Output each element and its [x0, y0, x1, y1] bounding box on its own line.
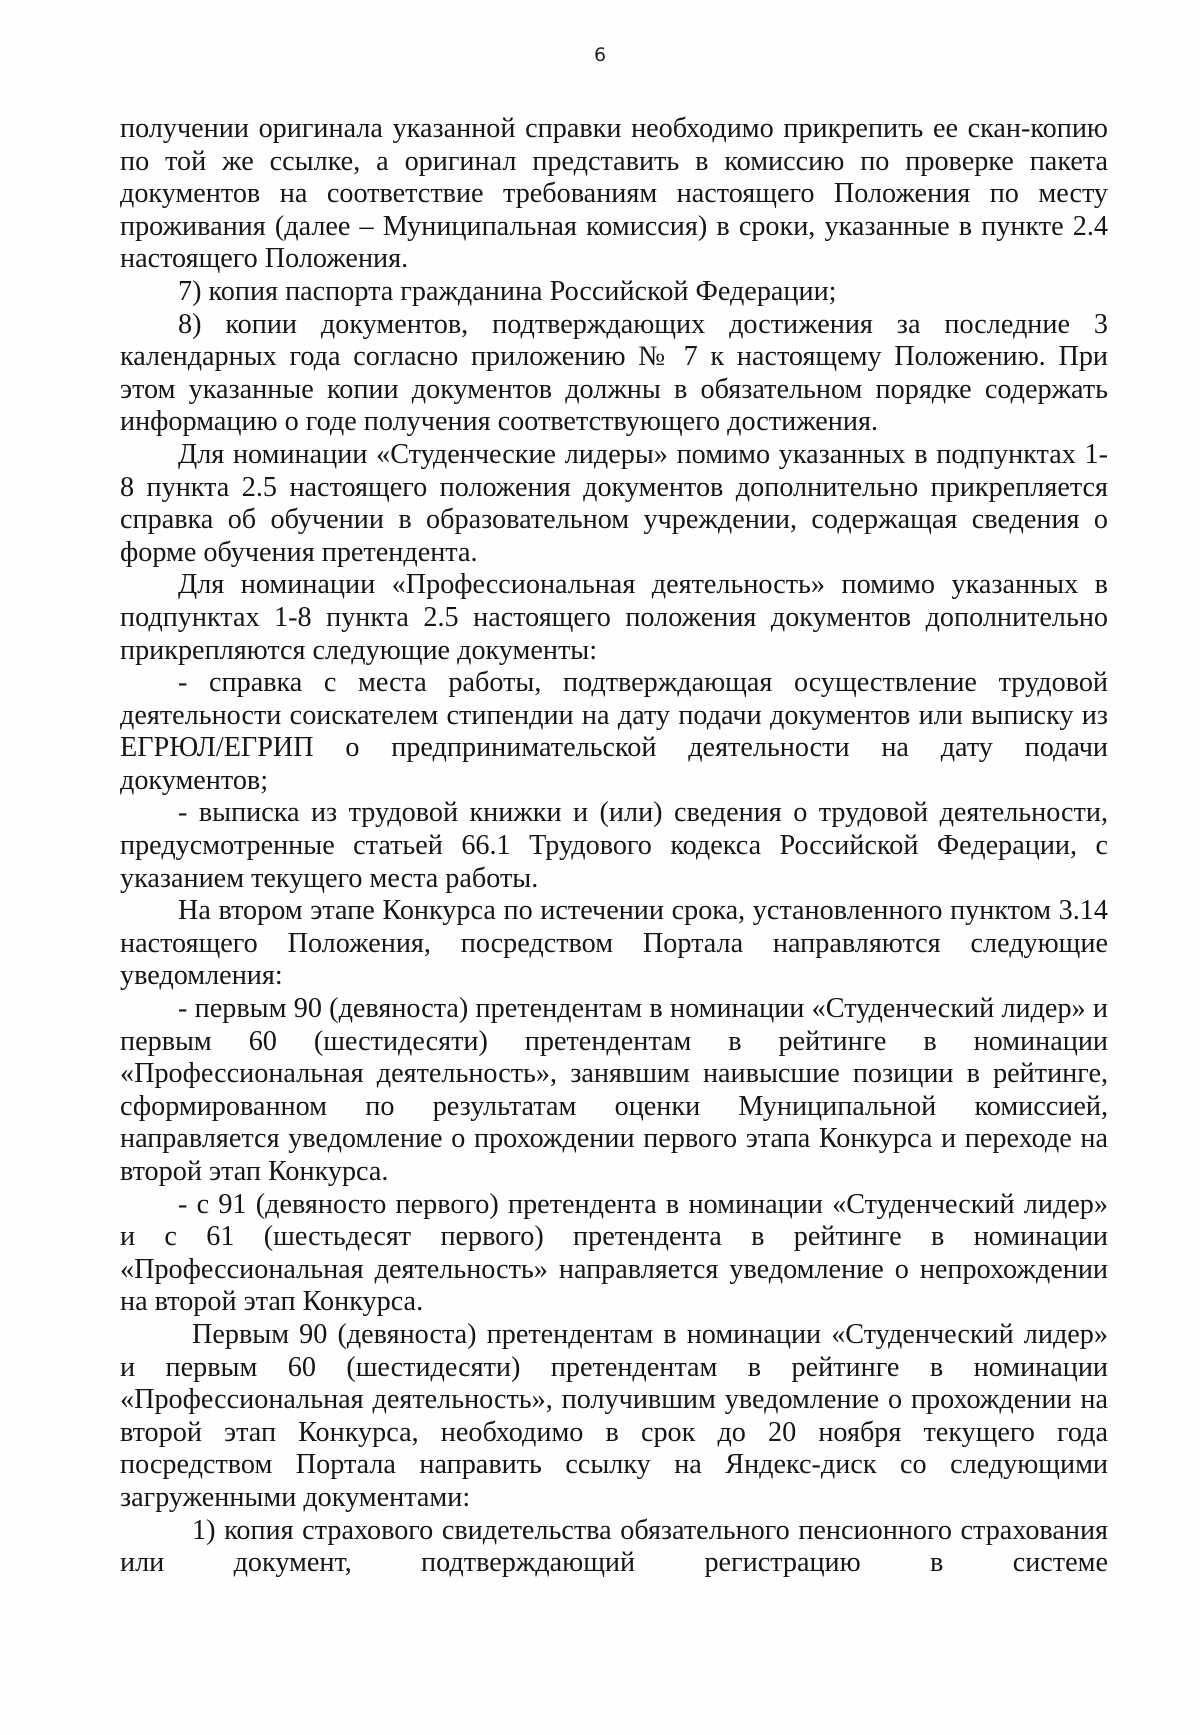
paragraph-work-record-extract: - выписка из трудовой книжки и (или) сведения о трудовой деятельности, предусмотренные статьей 66.1 Трудового кодекса Российской Федерации, с указанием текущего места работы. — [120, 797, 1108, 894]
paragraph-item-7: 7) копия паспорта гражданина Российской Федерации; — [178, 275, 837, 307]
paragraph-student-leaders: Для номинации «Студенческие лидеры» помимо указанных в подпунктах 1-8 пункта 2.5 настоящего положения документов дополнительно прикрепляется справка об обучении в образовательном учреждении, содержащая сведения о форме обучения претендента. — [120, 438, 1108, 568]
paragraph-item-8: 8) копии документов, подтверждающих достижения за последние 3 календарных года согласно приложению № 7 к настоящему Положению. При этом указанные копии документов должны в обязательном порядке содержать информацию о годе получения соответствующего достижения. — [120, 308, 1108, 438]
paragraph-employment-certificate: - справка с места работы, подтверждающая осуществление трудовой деятельности соискателем стипендии на дату подачи документов или выписку из ЕГРЮЛ/ЕГРИП о предпринимательской деятельности на дату подачи документов; — [120, 667, 1108, 796]
paragraph-notification-pass: - первым 90 (девяноста) претендентам в номинации «Студенческий лидер» и первым 60 (шестидесяти) претендентам в рейтинге в номинации «Профессиональная деятельность», занявшим наивысшие позиции в рейтинге, сформированном по результатам оценки Муниципальной комиссией, направляется уведомление о прохождении первого этапа Конкурса и переходе на второй этап Конкурса. — [120, 993, 1108, 1187]
page-number: 6 — [593, 44, 607, 66]
paragraph-second-stage: На втором этапе Конкурса по истечении срока, установленного пунктом 3.14 настоящего Положения, посредством Портала направляются следующие уведомления: — [120, 895, 1108, 992]
paragraph-continuation: получении оригинала указанной справки необходимо прикрепить ее скан-копию по той же ссылке, а оригинал представить в комиссию по проверке пакета документов на соответствие требованиям настоящего Положения по месту проживания (далее – Муниципальная комиссия) в сроки, указанные в пункте 2.4 настоящего Положения. — [120, 113, 1108, 275]
document-body — [120, 113, 1108, 1580]
paragraph-item-1: 1) копия страхового свидетельства обязательного пенсионного страхования или документ, подтверждающий регистрацию в системе — [120, 1514, 1108, 1579]
paragraph-professional-activity: Для номинации «Профессиональная деятельность» помимо указанных в подпунктах 1-8 пункта 2.5 настоящего положения документов дополнительно прикрепляются следующие документы: — [120, 569, 1108, 666]
paragraph-notification-fail: - с 91 (девяносто первого) претендента в номинации «Студенческий лидер» и с 61 (шестьдесят первого) претендента в рейтинге в номинации «Профессиональная деятельность» направляется уведомление о непрохождении на второй этап Конкурса. — [120, 1188, 1108, 1318]
paragraph-second-stage-docs: Первым 90 (девяноста) претендентам в номинации «Студенческий лидер» и первым 60 (шестидесяти) претендентам в рейтинге в номинации «Профессиональная деятельность», получившим уведомление о прохождении на второй этап Конкурса, необходимо в срок до 20 ноября текущего года посредством Портала направить ссылку на Яндекс-диск со следующими загруженными документами: — [120, 1318, 1108, 1513]
